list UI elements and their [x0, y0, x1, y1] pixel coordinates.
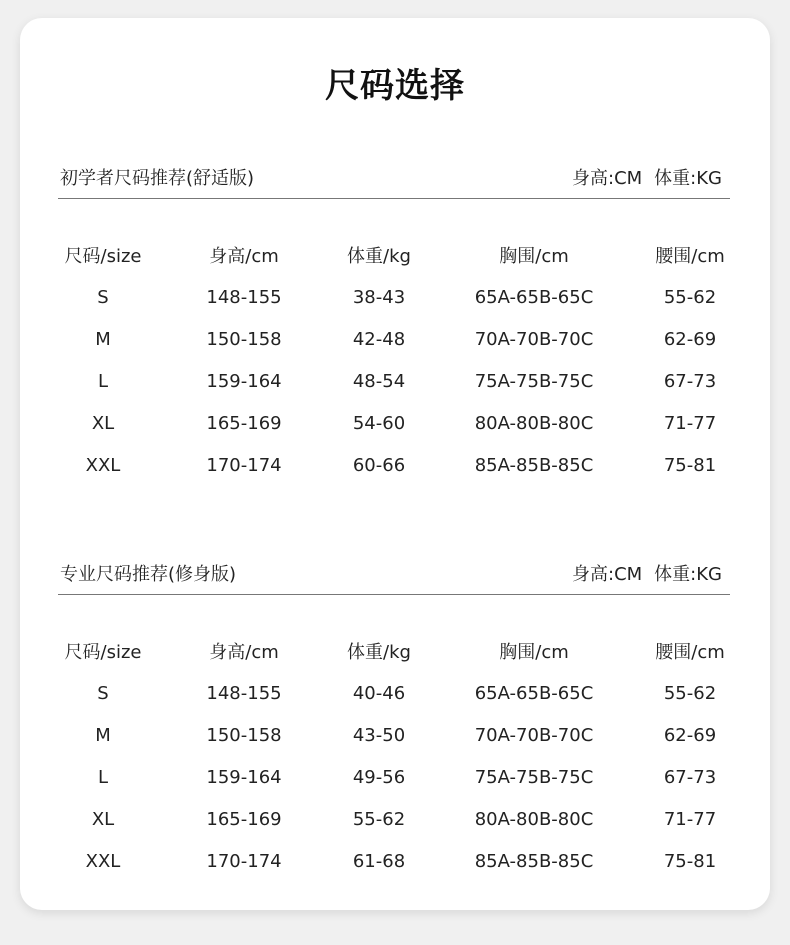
- cell-bust: 70A-70B-70C: [474, 724, 594, 746]
- cell-weight: 43-50: [352, 724, 406, 746]
- cell-size: XXL: [85, 850, 121, 872]
- cell-height: 159-164: [206, 370, 282, 392]
- column-header-waist: 腰围/cm: [655, 246, 725, 267]
- cell-size: XL: [91, 412, 115, 434]
- table-header-row: [58, 630, 730, 672]
- column-header-size: 尺码/size: [64, 642, 142, 663]
- table-row: [58, 714, 730, 756]
- height-unit: 身高:CM: [572, 564, 643, 585]
- divider: [58, 594, 730, 595]
- size-table: [58, 234, 730, 486]
- table-row: [58, 672, 730, 714]
- column-header-bust: 胸围/cm: [499, 642, 569, 663]
- cell-weight: 38-43: [352, 286, 406, 308]
- cell-weight: 49-56: [352, 766, 406, 788]
- professional-size-section: [58, 560, 730, 872]
- cell-size: XXL: [85, 454, 121, 476]
- table-row: [58, 402, 730, 444]
- weight-unit: 体重:KG: [654, 168, 722, 189]
- cell-bust: 65A-65B-65C: [474, 286, 594, 308]
- cell-size: XL: [91, 808, 115, 830]
- cell-bust: 80A-80B-80C: [474, 808, 594, 830]
- table-header-row: [58, 234, 730, 276]
- table-row: [58, 360, 730, 402]
- column-header-weight: 体重/kg: [347, 642, 411, 663]
- section-header: [58, 164, 730, 200]
- cell-waist: 67-73: [663, 766, 717, 788]
- cell-height: 148-155: [206, 682, 282, 704]
- table-row: [58, 756, 730, 798]
- page-title: 尺码选择: [325, 66, 465, 106]
- cell-weight: 55-62: [352, 808, 406, 830]
- section-header: [58, 560, 730, 596]
- cell-size: L: [97, 766, 109, 788]
- cell-height: 159-164: [206, 766, 282, 788]
- height-unit: 身高:CM: [572, 168, 643, 189]
- cell-size: S: [97, 286, 109, 308]
- cell-waist: 71-77: [663, 412, 717, 434]
- cell-waist: 75-81: [663, 454, 717, 476]
- cell-waist: 55-62: [663, 286, 717, 308]
- cell-size: M: [95, 328, 111, 350]
- cell-bust: 75A-75B-75C: [474, 370, 594, 392]
- cell-height: 170-174: [206, 454, 282, 476]
- cell-waist: 75-81: [663, 850, 717, 872]
- cell-weight: 61-68: [352, 850, 406, 872]
- cell-weight: 54-60: [352, 412, 406, 434]
- cell-weight: 42-48: [352, 328, 406, 350]
- units-label: [572, 560, 722, 586]
- cell-bust: 70A-70B-70C: [474, 328, 594, 350]
- cell-weight: 40-46: [352, 682, 406, 704]
- divider: [58, 198, 730, 199]
- cell-height: 148-155: [206, 286, 282, 308]
- cell-height: 165-169: [206, 808, 282, 830]
- size-chart-card: [20, 18, 770, 910]
- column-header-size: 尺码/size: [64, 246, 142, 267]
- column-header-bust: 胸围/cm: [499, 246, 569, 267]
- cell-bust: 85A-85B-85C: [474, 454, 594, 476]
- cell-height: 170-174: [206, 850, 282, 872]
- cell-waist: 55-62: [663, 682, 717, 704]
- cell-bust: 75A-75B-75C: [474, 766, 594, 788]
- cell-waist: 67-73: [663, 370, 717, 392]
- table-row: [58, 444, 730, 486]
- table-row: [58, 276, 730, 318]
- cell-bust: 80A-80B-80C: [474, 412, 594, 434]
- table-row: [58, 840, 730, 882]
- cell-size: M: [95, 724, 111, 746]
- cell-waist: 71-77: [663, 808, 717, 830]
- table-row: [58, 798, 730, 840]
- column-header-height: 身高/cm: [209, 642, 279, 663]
- size-table: [58, 630, 730, 882]
- section-title: 专业尺码推荐(修身版): [60, 564, 237, 585]
- section-title: 初学者尺码推荐(舒适版): [60, 168, 255, 189]
- cell-size: S: [97, 682, 109, 704]
- column-header-waist: 腰围/cm: [655, 642, 725, 663]
- cell-weight: 60-66: [352, 454, 406, 476]
- column-header-height: 身高/cm: [209, 246, 279, 267]
- weight-unit: 体重:KG: [654, 564, 722, 585]
- cell-waist: 62-69: [663, 328, 717, 350]
- cell-height: 150-158: [206, 328, 282, 350]
- cell-height: 150-158: [206, 724, 282, 746]
- cell-waist: 62-69: [663, 724, 717, 746]
- table-row: [58, 318, 730, 360]
- beginner-size-section: [58, 164, 730, 476]
- cell-size: L: [97, 370, 109, 392]
- column-header-weight: 体重/kg: [347, 246, 411, 267]
- cell-weight: 48-54: [352, 370, 406, 392]
- cell-bust: 85A-85B-85C: [474, 850, 594, 872]
- cell-bust: 65A-65B-65C: [474, 682, 594, 704]
- units-label: [572, 164, 722, 190]
- cell-height: 165-169: [206, 412, 282, 434]
